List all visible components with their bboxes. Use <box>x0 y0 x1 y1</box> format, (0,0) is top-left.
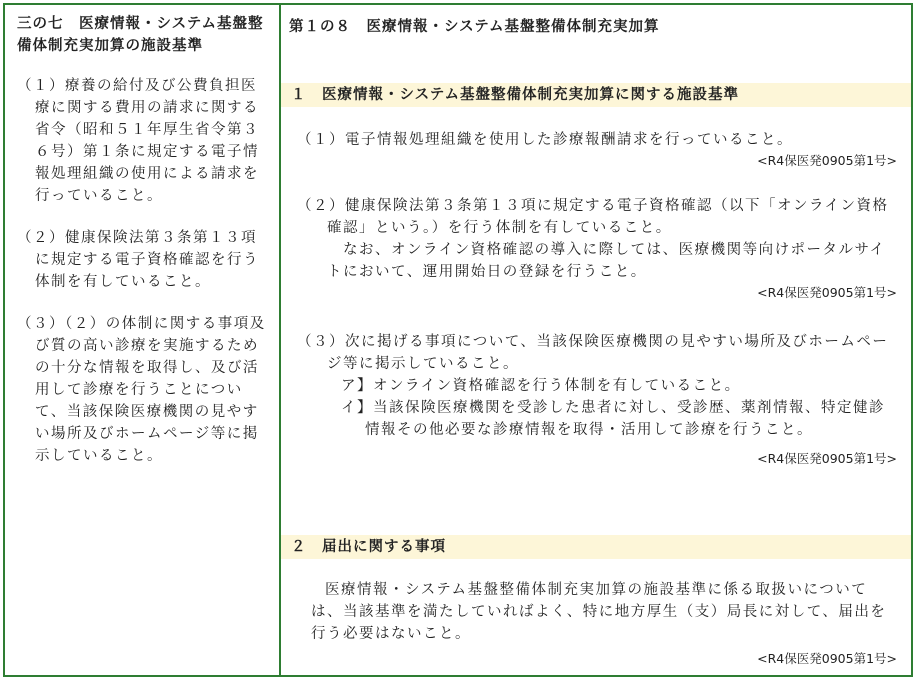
section-2-heading: ２ 届出に関する事項 <box>281 535 911 559</box>
item-2-text: （２）健康保険法第３条第１３項に規定する電子資格確認（以下「オンライン資格確認」という。）を行う体制を有していること。 <box>297 198 889 236</box>
item-1-ref: <R4保医発0905第1号> <box>757 153 897 168</box>
item-2-block <box>297 195 899 303</box>
section-2-ref: <R4保医発0905第1号> <box>757 651 897 666</box>
left-column <box>5 5 281 675</box>
item-3-block <box>297 331 899 469</box>
item-3-text: （３）次に掲げる事項について、当該保険医療機関の見やすい場所及びホームページ等に掲示していること。 <box>297 334 889 372</box>
section-2-text: 医療情報・システム基盤整備体制充実加算の施設基準に係る取扱いについては、当該基準を満たしていればよく、特に地方厚生（支）局長に対して、届出を行う必要はないこと。 <box>311 582 887 642</box>
item-1-block <box>297 129 899 171</box>
criteria-table <box>3 3 913 677</box>
left-item-3: （３）（２）の体制に関する事項及び質の高い診療を実施するための十分な情報を取得し、及び活用して診療を行うことについて、当該保険医療機関の見やすい場所及びホームページ等に掲示していること。 <box>17 316 266 464</box>
left-column-title: 三の七 医療情報・システム基盤整備体制充実加算の施設基準 <box>17 16 264 54</box>
item-1-text: （１）電子情報処理組織を使用した診療報酬請求を行っていること。 <box>297 132 793 148</box>
section-2-block <box>297 579 899 669</box>
item-2-note: なお、オンライン資格確認の導入に際しては、医療機関等向けポータルサイトにおいて、運用開始日の登録を行うこと。 <box>327 242 886 280</box>
item-2-ref: <R4保医発0905第1号> <box>757 285 897 300</box>
right-column-title: 第１の８ 医療情報・システム基盤整備体制充実加算 <box>289 19 660 35</box>
left-item-1: （１）療養の給付及び公費負担医療に関する費用の請求に関する省令（昭和５１年厚生省令第３６号）第１条に規定する電子情報処理組織の使用による請求を行っていること。 <box>17 78 259 204</box>
right-column <box>281 5 911 675</box>
item-3-sub-b: イ】当該保険医療機関を受診した患者に対し、受診歴、薬剤情報、特定健診情報その他必要な診療情報を取得・活用して診療を行うこと。 <box>341 400 885 438</box>
item-3-sub-a: ア】オンライン資格確認を行う体制を有していること。 <box>341 378 741 394</box>
section-1-heading: １ 医療情報・システム基盤整備体制充実加算に関する施設基準 <box>281 83 911 107</box>
item-3-ref: <R4保医発0905第1号> <box>757 451 897 466</box>
left-item-2: （２）健康保険法第３条第１３項に規定する電子資格確認を行う体制を有していること。 <box>17 230 259 290</box>
